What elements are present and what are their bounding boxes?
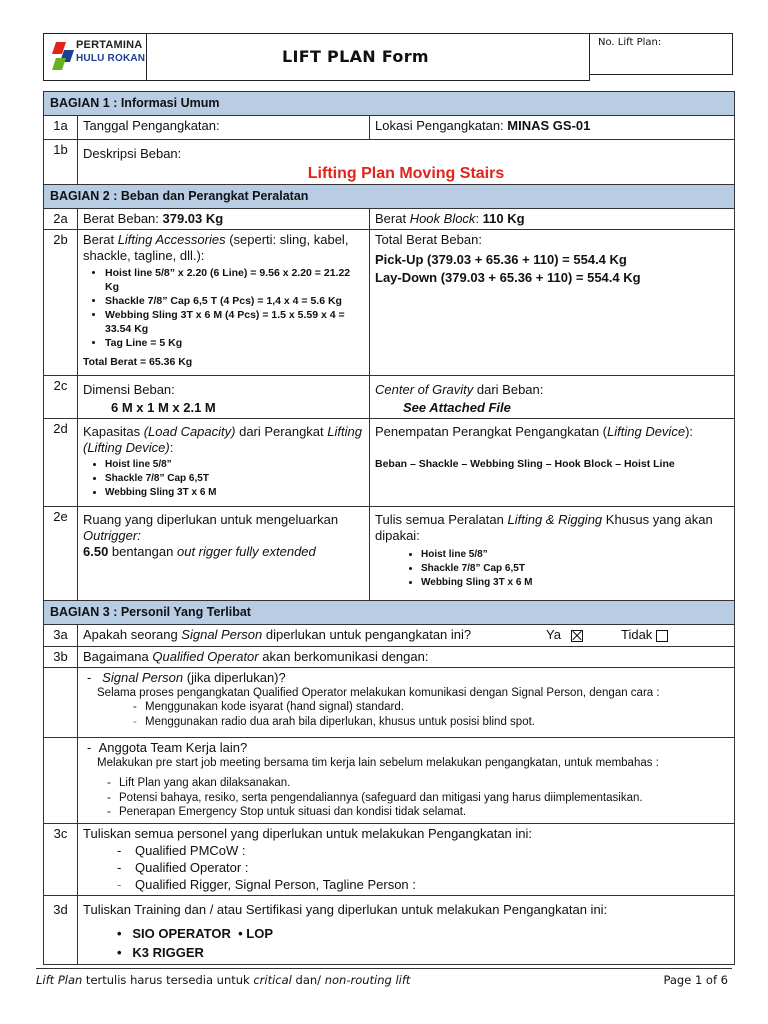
load-weight-value: 379.03 Kg [162,211,224,226]
row-1a [44,116,735,140]
row-number: 3d [44,896,78,965]
accessories-label-part: (seperti: sling, kabel, shackle, tagline, dll.): [83,232,349,263]
accessories-label-part: Lifting Accessories [117,232,226,247]
list-item-text: Menggunakan kode isyarat (hand signal) standard. [145,701,404,713]
pickup-total: Pick-Up (379.03 + 65.36 + 110) = 554.4 Kg [375,252,627,267]
row-2b [44,230,735,376]
list-item [117,876,729,893]
accessories-list [83,266,364,350]
load-description-field[interactable] [78,140,735,185]
list-item [117,943,729,962]
footer-text-part: critical [253,973,292,987]
row-3b [44,647,735,668]
bullet-icon: • [230,926,247,941]
list-item: • Shackle 7/8” Cap 6,5T [105,472,364,486]
tidak-option[interactable] [621,627,668,643]
date-label: Tanggal Pengangkatan: [83,118,220,133]
outrigger-label-part: Outrigger: [83,528,141,543]
tidak-checkbox-icon[interactable] [656,630,668,642]
row-number: 2c [44,376,78,419]
question-part: Qualified Operator [152,649,259,664]
row-number: 2e [44,507,78,601]
question-part: Signal Person [181,627,263,642]
equipment-label-part: Khusus yang akan dipakai: [375,512,713,543]
outrigger-value: 6.50 [83,544,109,559]
list-item [107,791,729,806]
cog-label-part: Center of Gravity [375,382,474,397]
list-item [133,700,729,715]
bullet-icon: • [117,945,133,960]
dash-icon: - [107,777,111,789]
accessories-field[interactable] [78,230,370,376]
load-weight-label: Berat Beban: [83,211,163,226]
title-box [146,33,590,81]
row-2d [44,419,735,507]
outrigger-field[interactable] [78,507,370,601]
location-label: Lokasi Pengangkatan: [375,118,508,133]
dash-icon: - [107,806,111,818]
row-2e [44,507,735,601]
list-item-text: Penerapan Emergency Stop untuk situasi dan kondisi tidak selamat. [119,806,467,818]
sp-description: Selama proses pengangkatan Qualified Operator melakukan komunikasi dengan Signal Person, dengan cara : [97,687,660,699]
accessories-label-part: Berat [83,232,118,247]
no-lift-plan-box [589,33,733,75]
row-3d [44,896,735,965]
equipment-list [375,548,729,590]
signal-person-question [78,625,735,647]
row-number: 2d [44,419,78,507]
placement-value: Beban – Shackle – Webbing Sling – Hook Block – Hoist Line [375,458,675,470]
row-3b-signal-person [44,668,735,738]
question-part: Bagaimana [83,649,153,664]
section-2-title: BAGIAN 2 : Beban dan Perangkat Peralatan [44,185,735,209]
total-load-label: Total Berat Beban: [375,232,482,247]
row-number: 3a [44,625,78,647]
accessories-total: Total Berat = 65.36 Kg [83,356,193,368]
section-1-title: BAGIAN 1 : Informasi Umum [44,92,735,116]
outrigger-value-part: out rigger fully extended [177,544,316,559]
sp-head-part: (jika diperlukan)? [183,670,286,685]
row-number: 1a [44,116,78,140]
logo-text-top: PERTAMINA [76,39,143,51]
footer-divider [36,968,732,969]
signal-person-field[interactable] [78,668,735,738]
outrigger-value-part: bentangan [108,544,177,559]
team-head: Anggota Team Kerja lain? [98,740,248,755]
no-lift-plan-label: No. Lift Plan: [598,37,662,48]
pertamina-logo-icon [52,40,74,74]
personnel-field[interactable] [78,824,735,896]
tidak-label: Tidak [621,627,653,642]
row-number-empty [44,738,78,824]
list-item [117,924,729,943]
row-2c [44,376,735,419]
row-3a [44,625,735,647]
list-item: • Hoist line 5/8” x 2.20 (6 Line) = 9.56 x 2.20 = 21.22 Kg [105,266,364,294]
section-3-title: BAGIAN 3 : Personil Yang Terlibat [44,601,735,625]
team-list [83,776,729,820]
location-value: MINAS GS-01 [507,118,591,133]
dimension-value: 6 M x 1 M x 2.1 M [111,400,216,415]
row-number: 1b [44,140,78,185]
communication-question [78,647,735,668]
capacity-list [83,458,364,500]
dimension-label: Dimensi Beban: [83,382,175,397]
question-part: diperlukan untuk pengangkatan ini? [262,627,472,642]
equipment-label-part: Tulis semua Peralatan [375,512,508,527]
dash-icon: - [117,843,122,858]
dash-icon: - [133,715,137,728]
page-number: Page 1 of 6 [663,973,728,987]
form-header [43,33,733,81]
list-item: • Webbing Sling 3T x 6 M [105,486,364,500]
capacity-label-part: (Load Capacity) [143,424,236,439]
personnel-label: Tuliskan semua personel yang diperlukan untuk melakukan Pengangkatan ini: [83,826,533,841]
training-list [83,924,729,962]
dash-icon: - [133,701,137,713]
hook-block-weight-field[interactable] [370,209,735,230]
training-field[interactable] [78,896,735,965]
row-2a [44,209,735,230]
training-label: Tuliskan Training dan / atau Sertifikasi yang diperlukan untuk melakukan Pengangkatan ini: [83,902,608,917]
equipment-label-part: Lifting & Rigging [507,512,603,527]
dash-icon: - [117,860,122,875]
list-item-text: Lift Plan yang akan dilaksanakan. [119,777,291,789]
row-number-empty [44,668,78,738]
list-item [107,776,729,791]
list-item: • Webbing Sling 3T x 6 M [421,576,729,590]
capacity-label-part: Lifting (Lifting Device) [83,424,362,455]
row-number: 2a [44,209,78,230]
lift-plan-table [43,91,735,965]
list-item-text: Qualified Rigger, Signal Person, Tagline Person : [135,877,416,892]
list-item-text: SIO OPERATOR [132,926,231,941]
dash-icon: - [117,877,122,892]
dash-icon: - [107,791,111,804]
row-3b-team [44,738,735,824]
ya-checkbox-checked-icon[interactable] [571,630,583,642]
list-item [117,859,729,876]
list-item-text: Menggunakan radio dua arah bila diperlukan, khusus untuk posisi blind spot. [145,715,535,728]
list-item [133,715,729,730]
list-item-text: K3 RIGGER [132,945,204,960]
hook-label-part: : [475,211,483,226]
list-item-text: Qualified Operator : [135,860,249,875]
outrigger-label-part: Ruang yang diperlukan untuk mengeluarkan [83,512,339,527]
footer-text-part: non-routing lift [324,973,411,987]
list-item: • Shackle 7/8” Cap 6,5T [421,562,729,576]
list-item-text: LOP [246,926,273,941]
ya-option[interactable] [546,627,583,643]
sp-head-part: Signal Person [102,670,184,685]
page-footer [36,973,736,987]
capacity-label-part: Kapasitas [83,424,144,439]
center-of-gravity-field[interactable] [370,376,735,419]
placement-label-part: Lifting Device [607,424,686,439]
load-weight-field[interactable] [78,209,370,230]
capacity-label-part: dari Perangkat [235,424,328,439]
list-item: • Tag Line = 5 Kg [105,336,364,350]
logo-text-bottom: HULU ROKAN [76,53,146,64]
section-1-header [44,92,735,116]
list-item-text: Qualified PMCoW : [135,843,246,858]
row-number: 3b [44,647,78,668]
question-part: akan berkomunikasi dengan: [258,649,429,664]
device-placement-field[interactable] [370,419,735,507]
hook-label-part: Berat [375,211,410,226]
list-item: • Webbing Sling 3T x 6 M (4 Pcs) = 1.5 x 5.59 x 4 = 33.54 Kg [105,308,364,336]
list-item [107,805,729,820]
row-number: 2b [44,230,78,376]
question-part: Apakah seorang [83,627,182,642]
load-capacity-field[interactable] [78,419,370,507]
footer-text-part: tertulis harus tersedia untuk [82,973,254,987]
footer-text-part: Lift Plan [36,973,83,987]
list-item-text: Potensi bahaya, resiko, serta pengendaliannya (safeguard dan mitigasi yang harus diimplementasikan. [119,791,643,804]
placement-label-part: ): [685,424,694,439]
list-item: • Shackle 7/8” Cap 6,5 T (4 Pcs) = 1,4 x 4 = 5.6 Kg [105,294,364,308]
laydown-total: Lay-Down (379.03 + 65.36 + 110) = 554.4 Kg [375,270,641,285]
placement-label-part: Penempatan Perangkat Pengangkatan ( [375,424,608,439]
hook-block-weight-value: 110 Kg [482,211,525,226]
row-1b [44,140,735,185]
row-3c [44,824,735,896]
sp-list [83,700,729,729]
form-title: LIFT PLAN Form [282,47,429,66]
logo-box [43,33,147,81]
load-description-label: Deskripsi Beban: [83,146,182,161]
date-field[interactable] [78,116,370,140]
section-3-header [44,601,735,625]
section-2-header [44,185,735,209]
cog-value: See Attached File [403,400,511,415]
row-number: 3c [44,824,78,896]
load-description-value: Lifting Plan Moving Stairs [307,165,505,182]
dash-icon: - [87,740,99,755]
dash-icon: - [87,670,103,685]
capacity-label-part: : [169,440,174,455]
bullet-icon: • [117,926,133,941]
cog-label-part: dari Beban: [473,382,544,397]
ya-label: Ya [546,627,561,642]
personnel-list [83,842,729,893]
total-load-field[interactable] [370,230,735,376]
list-item: • Hoist line 5/8” [105,458,364,472]
special-equipment-field[interactable] [370,507,735,601]
hook-label-part: Hook Block [409,211,476,226]
team-field[interactable] [78,738,735,824]
list-item: • Hoist line 5/8” [421,548,729,562]
footer-text-part: dan/ [291,973,325,987]
location-field[interactable] [370,116,735,140]
dimension-field[interactable] [78,376,370,419]
team-description: Melakukan pre start job meeting bersama tim kerja lain sebelum melakukan pengangkatan, untuk membahas : [97,757,659,769]
list-item [117,842,729,859]
